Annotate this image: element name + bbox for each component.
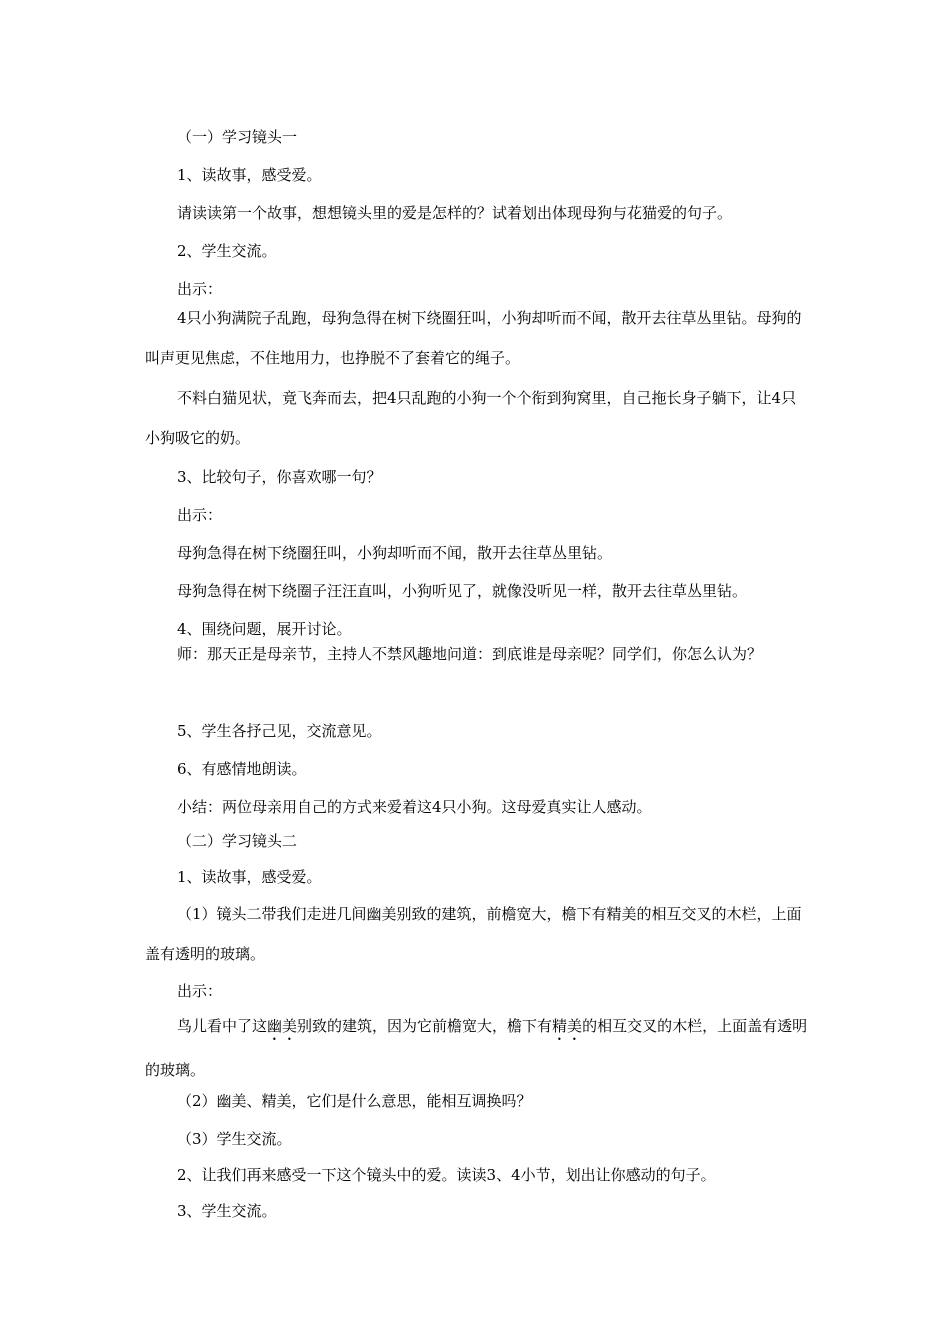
emphasized-word: 精美 (552, 1017, 583, 1035)
quoted-paragraph (145, 1004, 810, 1092)
paragraph: （2）幽美、精美，它们是什么意思，能相互调换吗？ (177, 1092, 532, 1110)
paragraph: 出示： (177, 280, 223, 298)
paragraph: （3）学生交流。 (177, 1130, 292, 1148)
paragraph: 出示： (177, 506, 223, 524)
paragraph: 2、让我们再来感受一下这个镜头中的爱。读读3、4小节，划出让你感动的句子。 (177, 1166, 716, 1184)
paragraph: 4、围绕问题，展开讨论。 (177, 620, 352, 638)
paragraph: 4只小狗满院子乱跑，母狗急得在树下绕圈狂叫，小狗却听而不闻，散开去往草丛里钻。母狗的叫声更见焦虑，不住地用力，也挣脱不了套着它的绳子。 (145, 309, 802, 367)
paragraph: 2、学生交流。 (177, 242, 277, 260)
paragraph: 1、读故事，感受爱。 (177, 868, 322, 886)
paragraph: 3、比较句子，你喜欢哪一句？ (177, 468, 382, 486)
section-heading-1: （一）学习镜头一 (177, 128, 298, 146)
paragraph: 3、学生交流。 (177, 1202, 277, 1220)
paragraph: 不料白猫见状，竟飞奔而去，把4只乱跑的小狗一个个衔到狗窝里，自己拖长身子躺下，让4只小狗吸它的奶。 (145, 389, 797, 447)
paragraph: 1、读故事，感受爱。 (177, 166, 322, 184)
paragraph: 请读读第一个故事，想想镜头里的爱是怎样的？试着划出体现母狗与花猫爱的句子。 (177, 204, 733, 222)
paragraph: 师：那天正是母亲节，主持人不禁风趣地问道：到底谁是母亲呢？同学们，你怎么认为？ (177, 645, 763, 663)
section-heading-2: （二）学习镜头二 (177, 832, 298, 850)
paragraph: 母狗急得在树下绕圈子汪汪直叫，小狗听见了，就像没听见一样，散开去往草丛里钻。 (177, 582, 748, 600)
paragraph: 母狗急得在树下绕圈狂叫，小狗却听而不闻，散开去往草丛里钻。 (177, 544, 613, 562)
paragraph: 5、学生各抒己见，交流意见。 (177, 722, 382, 740)
emphasized-word: 幽美 (267, 1017, 298, 1035)
quote-text: 别致的建筑，因为它前檐宽大，檐下有 (297, 1017, 553, 1035)
quote-text: 的相互交叉的木栏，上面盖有透明的玻璃。 (145, 1017, 808, 1079)
paragraph: 6、有感情地朗读。 (177, 760, 307, 778)
paragraph: （1）镜头二带我们走进几间幽美别致的建筑，前檐宽大，檐下有精美的相互交叉的木栏，上面盖有透明的玻璃。 (145, 905, 802, 963)
paragraph: 小结：两位母亲用自己的方式来爱着这4只小狗。这母爱真实让人感动。 (177, 798, 652, 816)
paragraph: 出示： (177, 982, 223, 1000)
quote-text: 鸟儿看中了这 (177, 1017, 268, 1035)
